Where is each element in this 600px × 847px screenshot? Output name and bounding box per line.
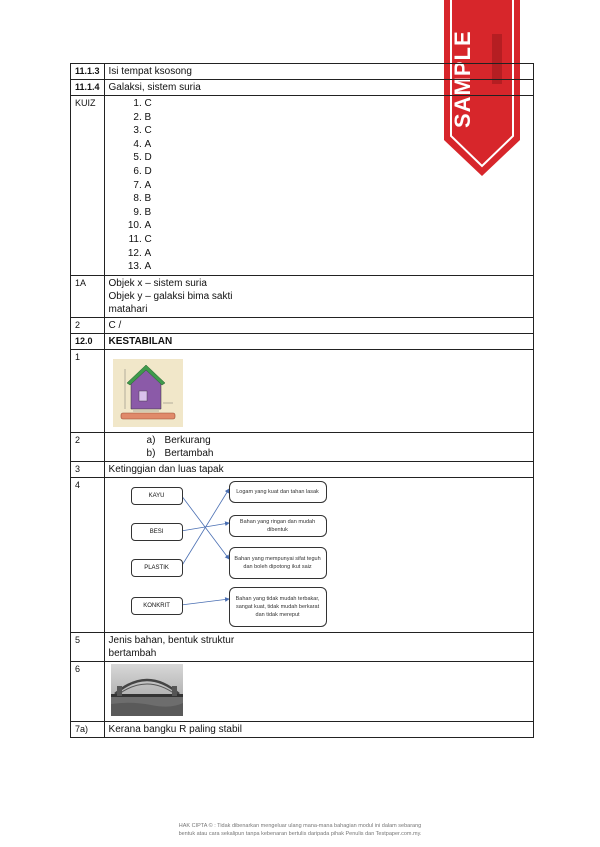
matching-diagram-cell: [104, 478, 533, 633]
table-row: [71, 318, 534, 334]
row-answer: [104, 433, 533, 462]
material-box: KAYU: [131, 487, 183, 505]
property-box: Bahan yang mempunyai sifat teguh dan boleh dipotong ikut saiz: [229, 547, 327, 579]
table-row: [71, 433, 534, 462]
sub-answer: Bertambah: [164, 448, 214, 459]
list-item: 5. D: [145, 151, 529, 165]
list-item: 11. C: [145, 233, 529, 247]
match-line: [181, 489, 229, 567]
row-number: 2: [71, 318, 105, 334]
material-box: BESI: [131, 523, 183, 541]
list-item: 9. B: [145, 206, 529, 220]
answer-line: matahari: [108, 304, 148, 315]
row-number: 11.1.3: [71, 64, 105, 80]
list-item: 6. D: [145, 165, 529, 179]
row-number: 1A: [71, 276, 105, 318]
list-item: 10. A: [145, 219, 529, 233]
material-box: KONKRIT: [131, 597, 183, 615]
bridge-image-cell: [104, 662, 533, 722]
property-box: Bahan yang ringan dan mudah dibentuk: [229, 515, 327, 537]
answer-line: Jenis bahan, bentuk struktur: [108, 635, 235, 646]
footer-line: bentuk atau cara sekalipun tanpa kebenaran bertulis daripada pihak Penulis dan Testpaper.com.my.: [178, 831, 422, 837]
sub-answer-list: [109, 434, 529, 460]
list-item: 3. C: [145, 124, 529, 138]
match-line: [181, 523, 229, 531]
row-number: 2: [71, 433, 105, 462]
row-number: 12.0: [71, 334, 105, 350]
table-row: [71, 478, 534, 633]
list-item: 12. A: [145, 247, 529, 261]
list-item: [147, 447, 529, 460]
row-answer: [104, 276, 533, 318]
sub-label: b): [146, 448, 156, 459]
table-row: [71, 276, 534, 318]
row-answer: Galaksi, sistem suria: [104, 80, 533, 96]
row-answer: Isi tempat ksosong: [104, 64, 533, 80]
matching-diagram: [109, 479, 529, 631]
stamp-label: SAMPLE: [450, 30, 475, 128]
house-diagram-cell: [104, 350, 533, 433]
list-item: 2. B: [145, 111, 529, 125]
house-model-image: [113, 359, 183, 427]
row-number: KUIZ: [71, 96, 105, 276]
row-number: 5: [71, 633, 105, 662]
answer-table: [70, 63, 534, 738]
sub-answer: Berkurang: [164, 435, 211, 446]
bridge-photo: [111, 664, 183, 716]
material-box: PLASTIK: [131, 559, 183, 577]
sub-label: a): [146, 435, 156, 446]
list-item: 7. A: [145, 179, 529, 193]
list-item: 4. A: [145, 138, 529, 152]
list-item: 1. C: [145, 97, 529, 111]
row-number: 7a): [71, 722, 105, 738]
list-item: [147, 434, 529, 447]
footer-line: HAK CIPTA © : Tidak dibenarkan mengeluar ulang mana-mana bahagian modul ini dalam sebarang: [178, 823, 422, 829]
row-answer: C /: [104, 318, 533, 334]
copyright-footer: [120, 822, 480, 838]
row-number: 6: [71, 662, 105, 722]
row-number: 1: [71, 350, 105, 433]
answer-line: bertambah: [108, 648, 157, 659]
list-item: 8. B: [145, 192, 529, 206]
table-row: [71, 662, 534, 722]
row-answer: Ketinggian dan luas tapak: [104, 462, 533, 478]
table-row: [71, 80, 534, 96]
kuiz-answer-list: [109, 97, 529, 274]
table-row: [71, 722, 534, 738]
section-title: KESTABILAN: [104, 334, 533, 350]
list-item: 13. A: [145, 260, 529, 274]
answer-line: Objek y – galaksi bima sakti: [108, 291, 233, 302]
kuiz-answers-cell: [104, 96, 533, 276]
row-number: 11.1.4: [71, 80, 105, 96]
table-row: [71, 350, 534, 433]
property-box: Bahan yang tidak mudah terbakar, sangat kuat, tidak mudah berkarat dan tidak mereput: [229, 587, 327, 627]
table-row: [71, 96, 534, 276]
table-row: [71, 334, 534, 350]
table-row: [71, 633, 534, 662]
answer-line: Objek x – sistem suria: [108, 278, 207, 289]
table-row: [71, 462, 534, 478]
property-box: Logam yang kuat dan tahan lasak: [229, 481, 327, 503]
row-number: 3: [71, 462, 105, 478]
match-line: [181, 599, 229, 605]
row-answer: Kerana bangku R paling stabil: [104, 722, 533, 738]
row-answer: [104, 633, 533, 662]
table-row: [71, 64, 534, 80]
row-number: 4: [71, 478, 105, 633]
